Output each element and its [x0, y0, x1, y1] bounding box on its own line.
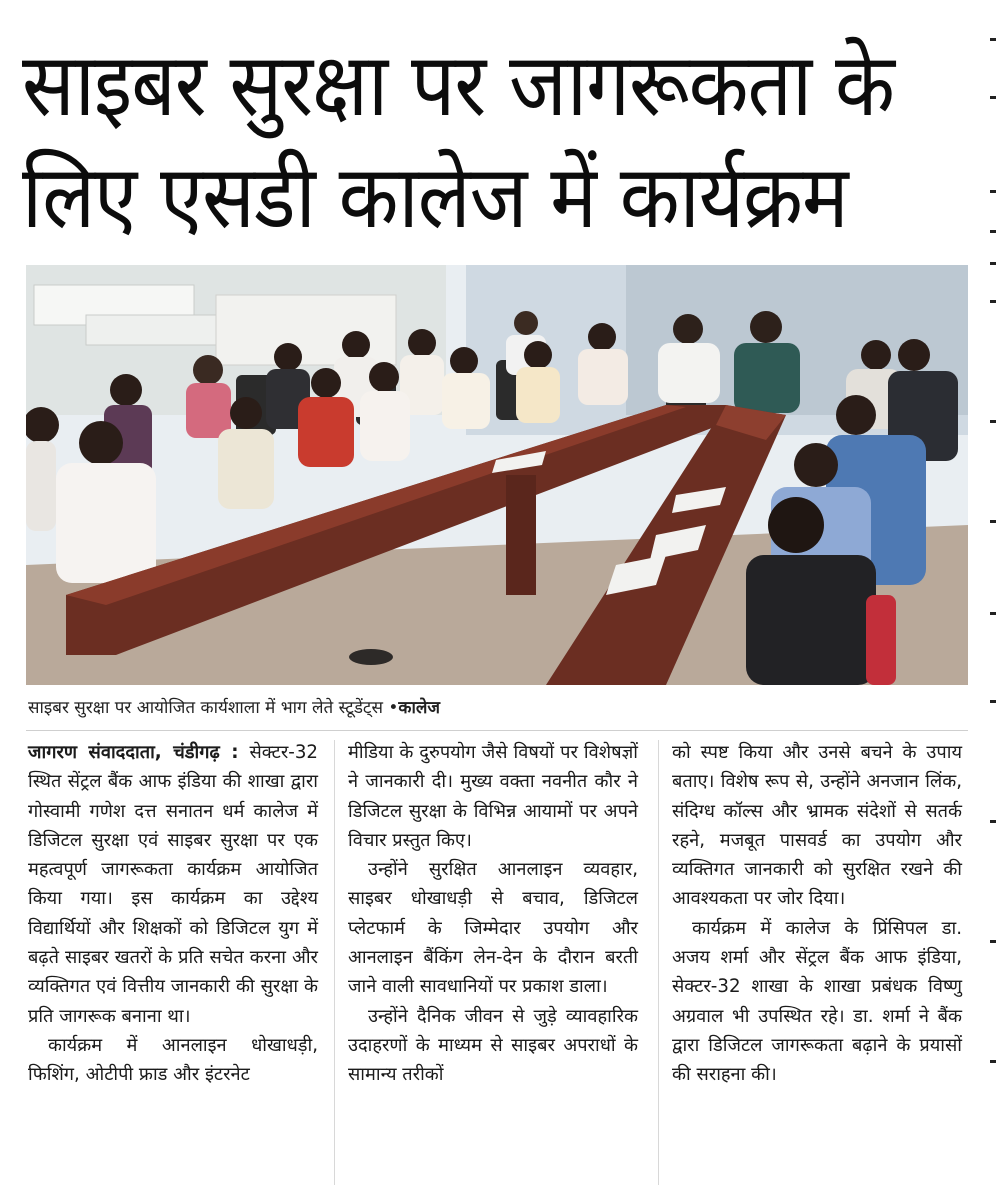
photo-caption — [28, 697, 968, 719]
seminar-photo — [26, 265, 968, 685]
caption-text: साइबर सुरक्षा पर आयोजित कार्यशाला में भाग लेते स्टूडेंट्स — [28, 698, 389, 718]
dateline: जागरण संवाददाता, चंडीगढ़ : — [28, 742, 239, 763]
article-paragraph: उन्होंने सुरक्षित आनलाइन व्यवहार, साइबर धोखाधड़ी से बचाव, डिजिटल प्लेटफार्म के जिम्मेदार उपयोग और आनलाइन बैंकिंग लेन-देन के दौरान बरती जाने वाली सावधानियों पर प्रकाश डाला। — [348, 859, 638, 998]
photo-credit: कालेज — [398, 698, 441, 718]
article-paragraph: कार्यक्रम में कालेज के प्रिंसिपल डा. अजय शर्मा और सेंट्रल बैंक आफ इंडिया, सेक्टर-32 शाखा के शाखा प्रबंधक विष्णु अग्रवाल भी उपस्थित रहे। डा. शर्मा ने बैंक द्वारा डिजिटल जागरूकता बढ़ाने के प्रयासों की सराहना की। — [672, 917, 962, 1086]
column-divider — [658, 740, 659, 1185]
photo-students-seminar-icon — [26, 265, 968, 685]
caption-bullet: • — [388, 698, 399, 718]
article-column-1 — [28, 738, 318, 1090]
article-text: सेक्टर-32 स्थित सेंट्रल बैंक आफ इंडिया की शाखा द्वारा गोस्वामी गणेश दत्त सनातन धर्म कालेज में डिजिटल सुरक्षा एवं साइबर सुरक्षा पर एक महत्वपूर्ण जागरूकता कार्यक्रम आयोजित किया गया। इस कार्यक्रम का उद्देश्य विद्यार्थियों और शिक्षकों को डिजिटल युग में बढ़ते साइबर खतरों के प्रति सचेत करना और व्यक्तिगत एवं वित्तीय जानकारी की सुरक्षा के प्रति जागरूक बनाना था। — [28, 742, 318, 1027]
article-paragraph — [28, 738, 318, 1031]
article-paragraph: उन्होंने दैनिक जीवन से जुड़े व्यावहारिक उदाहरणों के माध्यम से साइबर अपराधों के सामान्य तरीकों — [348, 1005, 638, 1086]
article-column-2 — [348, 738, 638, 1090]
headline — [22, 30, 972, 254]
article-paragraph: मीडिया के दुरुपयोग जैसे विषयों पर विशेषज्ञों ने जानकारी दी। मुख्य वक्ता नवनीत कौर ने डिजिटल सुरक्षा के विभिन्न आयामों पर अपने विचार प्रस्तुत किए। — [348, 742, 638, 851]
article-paragraph: कार्यक्रम में आनलाइन धोखाधड़ी, फिशिंग, ओटीपी फ्राड और इंटरनेट — [28, 1034, 318, 1086]
caption-divider — [26, 730, 968, 731]
article-paragraph: को स्पष्ट किया और उनसे बचने के उपाय बताए। विशेष रूप से, उन्होंने अनजान लिंक, संदिग्ध कॉल्स और भ्रामक संदेशों से सतर्क रहने, मजबूत पासवर्ड का उपयोग और व्यक्तिगत जानकारी को सुरक्षित रखने की आवश्यकता पर जोर दिया। — [672, 742, 962, 910]
adjacent-column-edge — [986, 0, 1000, 1200]
headline-line-1: साइबर सुरक्षा पर जागरूकता के — [22, 35, 894, 137]
column-divider — [334, 740, 335, 1185]
headline-line-2: लिए एसडी कालेज में कार्यक्रम — [22, 147, 848, 249]
article-column-3 — [672, 738, 962, 1090]
